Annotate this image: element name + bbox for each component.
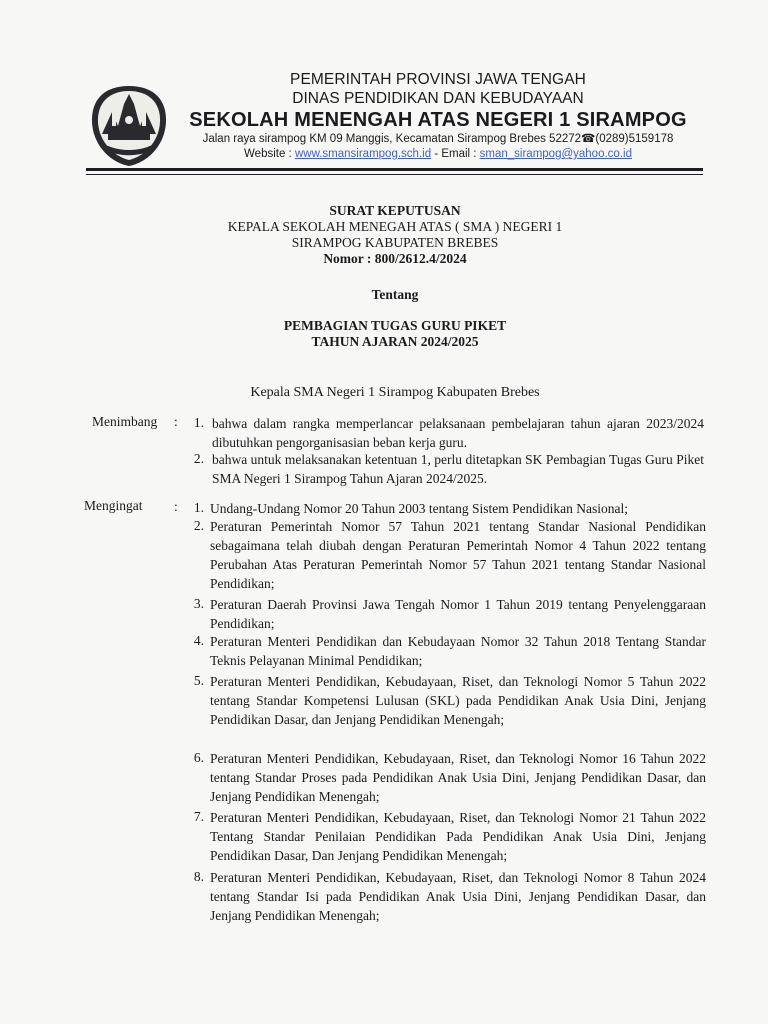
mengingat-item: Peraturan Menteri Pendidikan, Kebudayaan, Riset, dan Teknologi Nomor 8 Tahun 2024 tentang Standar Isi pada Pendidikan Anak Usia Dini, Jenjang Pendidikan Dasar, dan Jenjang Pendidikan Menengah; — [210, 870, 706, 923]
menimbang-label: Menimbang — [92, 414, 158, 429]
email-link[interactable]: sman_sirampog@yahoo.co.id — [479, 148, 632, 160]
letterhead-school-name: SEKOLAH MENENGAH ATAS NEGERI 1 SIRAMPOG — [189, 109, 687, 131]
jawa-tengah-emblem-logo — [88, 82, 170, 168]
mengingat-item: Undang-Undang Nomor 20 Tahun 2003 tentang Sistem Pendidikan Nasional; — [210, 501, 628, 516]
mengingat-item: Peraturan Daerah Provinsi Jawa Tengah Nomor 1 Tahun 2019 tentang Penyelenggaraan Pendidikan; — [210, 597, 706, 631]
menimbang-item: bahwa dalam rangka memperlancar pelaksanaan pembelajaran tahun ajaran 2023/2024 dibutuhkan pengorganisasian beban kerja guru. — [212, 416, 704, 450]
mengingat-item-number: 8. — [193, 869, 204, 884]
letterhead-address-line — [178, 132, 698, 147]
letterhead-department: DINAS PENDIDIKAN DAN KEBUDAYAAN — [292, 90, 584, 107]
letterhead-contact-line — [178, 147, 698, 162]
menimbang-colon: : — [174, 414, 178, 429]
letterhead-divider-thin — [86, 174, 703, 175]
letterhead-address: Jalan raya sirampog KM 09 Manggis, Kecamatan Sirampog Brebes 52272 — [202, 133, 582, 145]
decree-subject — [150, 318, 640, 350]
decree-issuer-line1: KEPALA SEKOLAH MENEGAH ATAS ( SMA ) NEGERI 1 — [227, 219, 563, 234]
mengingat-item: Peraturan Menteri Pendidikan, Kebudayaan, Riset, dan Teknologi Nomor 16 Tahun 2022 tentang Standar Proses pada Pendidikan Anak Usia Dini, Jenjang Pendidikan Dasar, dan Jenjang Pendidikan Menengah; — [210, 751, 706, 804]
mengingat-item-number: 2. — [193, 518, 204, 533]
mengingat-colon: : — [174, 499, 178, 514]
mengingat-item: Peraturan Menteri Pendidikan, Kebudayaan, Riset, dan Teknologi Nomor 21 Tahun 2022 Tentang Standar Penilaian Pendidikan Pada Pendidikan Anak Usia Dini, Jenjang Pendidikan Dasar, Dan Jenjang Pendidikan Menengah; — [210, 810, 706, 863]
decree-subject-line1: PEMBAGIAN TUGAS GURU PIKET — [283, 318, 507, 333]
letterhead — [178, 70, 698, 162]
menimbang-item: bahwa untuk melaksanakan ketentuan 1, perlu ditetapkan SK Pembagian Tugas Guru Piket SMA Negeri 1 Sirampog Tahun Ajaran 2024/2025. — [212, 452, 704, 486]
mengingat-item-number: 6. — [193, 750, 204, 765]
phone-icon: ☎ — [581, 133, 596, 145]
mengingat-item-number: 4. — [193, 633, 204, 648]
letterhead-government: PEMERINTAH PROVINSI JAWA TENGAH — [290, 71, 586, 88]
menimbang-item-number: 1. — [193, 415, 204, 430]
decree-subject-line2: TAHUN AJARAN 2024/2025 — [311, 334, 479, 349]
website-link[interactable]: www.smansirampog.sch.id — [294, 148, 432, 160]
menimbang-item-number: 2. — [193, 451, 204, 466]
website-label: Website : — [244, 148, 295, 160]
letterhead-divider-thick — [86, 168, 703, 171]
tentang-label: Tentang — [371, 287, 419, 302]
mengingat-item-number: 7. — [193, 809, 204, 824]
mengingat-item: Peraturan Pemerintah Nomor 57 Tahun 2021 tentang Standar Nasional Pendidikan sebagaimana telah diubah dengan Peraturan Pemerintah Nomor 4 Tahun 2022 tentang Perubahan Atas Peraturan Pemerintah Nomor 57 Tahun 2021 tentang Standar Nasional Pendidikan; — [210, 519, 706, 591]
mengingat-item: Peraturan Menteri Pendidikan, Kebudayaan, Riset, dan Teknologi Nomor 5 Tahun 2022 tentang Standar Kompetensi Lulusan (SKL) pada Pendidikan Anak Usia Dini, Jenjang Pendidikan Dasar, dan Jenjang Pendidikan Menengah; — [210, 674, 706, 727]
mengingat-item: Peraturan Menteri Pendidikan dan Kebudayaan Nomor 32 Tahun 2018 Tentang Standar Teknis Pelayanan Minimal Pendidikan; — [210, 634, 706, 668]
email-label: - Email : — [431, 148, 480, 160]
decree-heading — [150, 203, 640, 267]
mengingat-item-number: 1. — [193, 500, 204, 515]
decree-title: SURAT KEPUTUSAN — [329, 203, 461, 218]
decree-issuer-line2: SIRAMPOG KABUPATEN BREBES — [291, 235, 499, 250]
mengingat-label: Mengingat — [84, 498, 143, 513]
mengingat-item-number: 5. — [193, 673, 204, 688]
mengingat-item-number: 3. — [193, 596, 204, 611]
letterhead-phone: (0289)5159178 — [595, 133, 674, 145]
decree-number: Nomor : 800/2612.4/2024 — [323, 251, 467, 266]
decree-issuer-statement: Kepala SMA Negeri 1 Sirampog Kabupaten Brebes — [250, 385, 540, 400]
